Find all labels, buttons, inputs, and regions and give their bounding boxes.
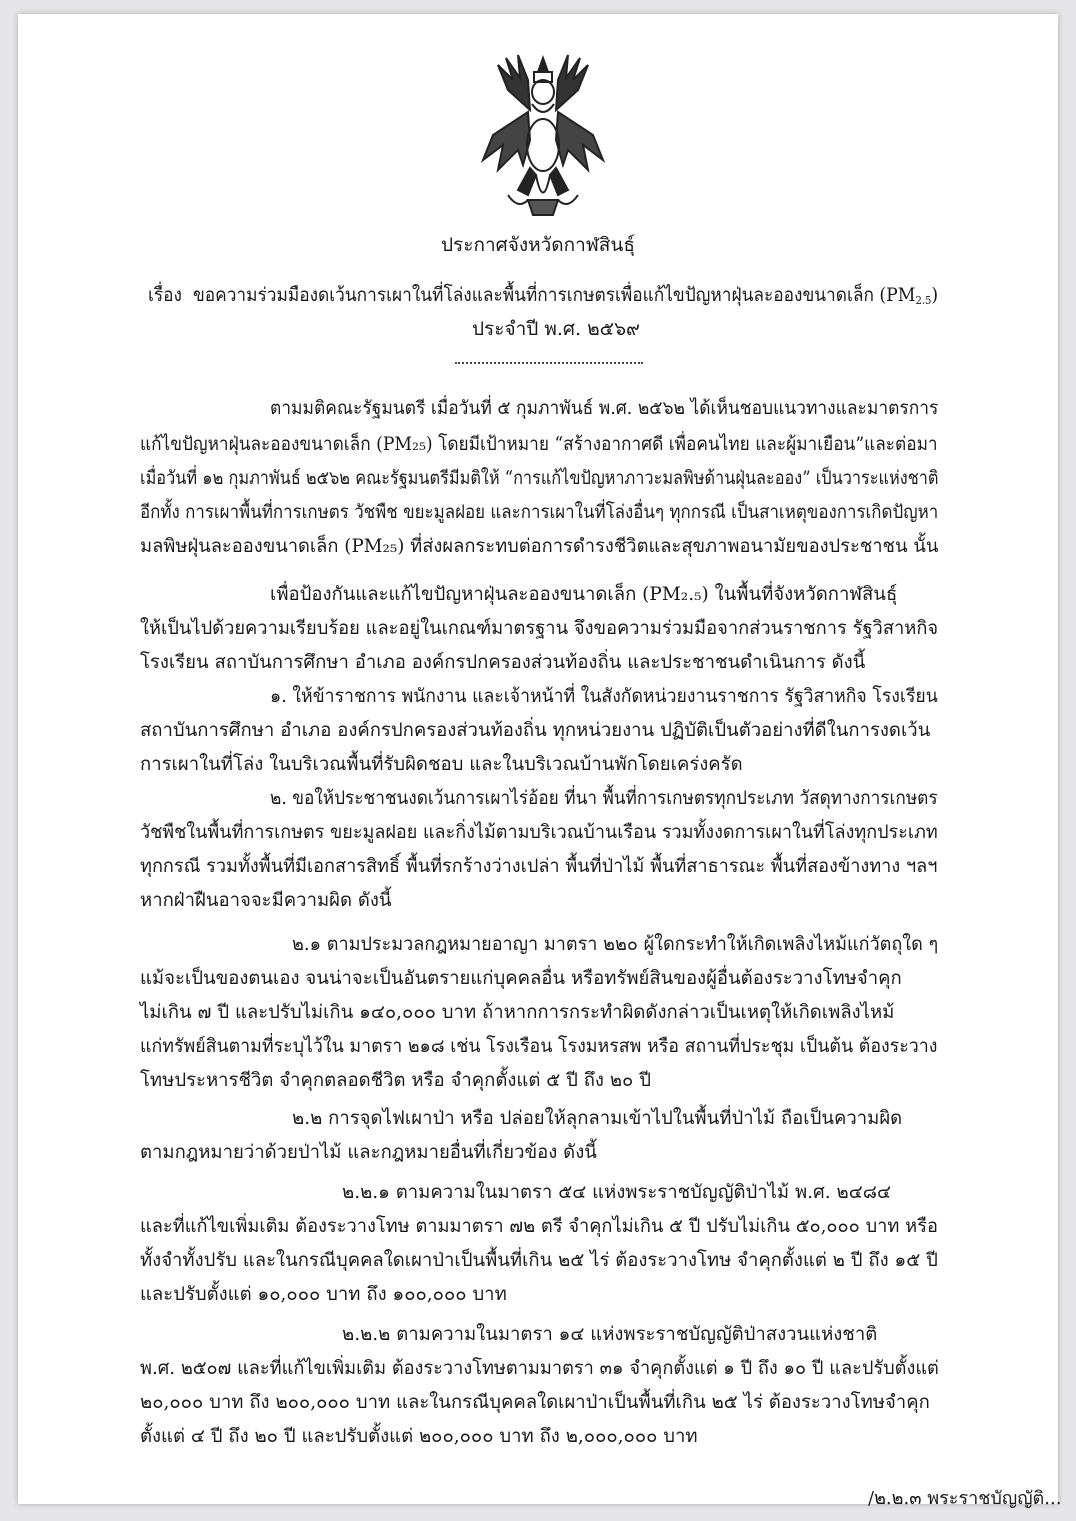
garuda-emblem-icon (468, 50, 618, 220)
item22-line-2: ตามกฎหมายว่าด้วยป่าไม้ และกฎหมายอื่นที่เกี่ยวข้อง ดังนี้ (140, 1142, 597, 1163)
item221-line-4: และปรับตั้งแต่ ๑๐,๐๐๐ บาท ถึง ๑๐๐,๐๐๐ บาท (140, 1284, 507, 1305)
item1-line-3: การเผาในที่โล่ง ในบริเวณพื้นที่รับผิดชอบ และในบริเวณบ้านพักโดยเคร่งครัด (140, 754, 743, 775)
subject-line (148, 282, 938, 314)
item2-line-2: วัชพืชในพื้นที่การเกษตร ขยะมูลฝอย และกิ่งไม้ตามบริเวณบ้านเรือน รวมทั้งงดการเผาในที่โล่งทุกประเภท (140, 822, 938, 843)
item222-line-1: ๒.๒.๒ ตามความในมาตรา ๑๔ แห่งพระราชบัญญัติป่าสงวนแห่งชาติ (342, 1324, 878, 1345)
item2-line-3: ทุกกรณี รวมทั้งพื้นที่มีเอกสารสิทธิ์ พื้นที่รกร้างว่างเปล่า พื้นที่ป่าไม้ พื้นที่สาธารณะ พื้นที่สองข้างทาง ฯลฯ (140, 856, 938, 877)
item21-line-5: โทษประหารชีวิต จำคุกตลอดชีวิต หรือ จำคุกตั้งแต่ ๕ ปี ถึง ๒๐ ปี (140, 1070, 651, 1091)
announcement-title: ประกาศจังหวัดกาฬสินธุ์ (441, 234, 635, 256)
item21-line-4: แก่ทรัพย์สินตามที่ระบุไว้ใน มาตรา ๒๑๘ เช่น โรงเรือน โรงมหรสพ หรือ สถานที่ประชุม เป็นต้น ต้องระวาง (140, 1036, 938, 1057)
subject-prefix: เรื่อง (148, 284, 182, 306)
item1-line-2: สถาบันการศึกษา อำเภอ องค์กรปกครองส่วนท้องถิ่น ทุกหน่วยงาน ปฏิบัติเป็นตัวอย่างที่ดีในการงดเว้น (140, 720, 931, 741)
p1-line-3: เมื่อวันที่ ๑๒ กุมภาพันธ์ ๒๕๖๒ คณะรัฐมนตรีมีมติให้ “การแก้ไขปัญหาภาวะมลพิษด้านฝุ่นละออง” เป็นวาระแห่งชาติ (140, 468, 939, 489)
dotted-divider (455, 362, 643, 364)
p1-line-4: อีกทั้ง การเผาพื้นที่การเกษตร วัชพืช ขยะมูลฝอย และการเผาในที่โล่งอื่นๆ ทุกกรณี เป็นสาเหตุของการเกิดปัญหา (140, 502, 939, 523)
item2-line-4: หากฝ่าฝืนอาจจะมีความผิด ดังนี้ (140, 890, 392, 911)
item222-line-4: ตั้งแต่ ๔ ปี ถึง ๒๐ ปี และปรับตั้งแต่ ๒๐๐,๐๐๐ บาท ถึง ๒,๐๐๐,๐๐๐ บาท (140, 1426, 698, 1447)
item21-line-3: ไม่เกิน ๗ ปี และปรับไม่เกิน ๑๔๐,๐๐๐ บาท ถ้าหากการกระทำผิดดังกล่าวเป็นเหตุให้เกิดเพลิงไหม้ (140, 1002, 895, 1023)
p2-line-2: ให้เป็นไปด้วยความเรียบร้อย และอยู่ในเกณฑ์มาตรฐาน จึงขอความร่วมมือจากส่วนราชการ รัฐวิสาหกิจ (140, 618, 939, 639)
subject-text: ขอความร่วมมืองดเว้นการเผาในที่โล่งและพื้นที่การเกษตรเพื่อแก้ไขปัญหาฝุ่นละอองขนาดเล็ก (PM (192, 284, 916, 306)
p1-line-5: มลพิษฝุ่นละอองขนาดเล็ก (PM₂₅) ที่ส่งผลกระทบต่อการดำรงชีวิตและสุขภาพอนามัยของประชาชน นั้น (140, 536, 939, 557)
continuation-note: /๒.๒.๓ พระราชบัญญัติ... (868, 1488, 1062, 1509)
item21-line-1: ๒.๑ ตามประมวลกฎหมายอาญา มาตรา ๒๒๐ ผู้ใดกระทำให้เกิดเพลิงไหม้แก่วัตถุใด ๆ (292, 934, 939, 955)
p1-line-2: แก้ไขปัญหาฝุ่นละอองขนาดเล็ก (PM₂₅) โดยมีเป้าหมาย “สร้างอากาศดี เพื่อคนไทย และผู้มาเยือน”และต่อมา (140, 434, 938, 455)
item221-line-1: ๒.๒.๑ ตามความในมาตรา ๕๔ แห่งพระราชบัญญัติป่าไม้ พ.ศ. ๒๔๘๔ (342, 1182, 892, 1203)
year-line: ประจำปี พ.ศ. ๒๕๖๙ (472, 318, 640, 340)
item21-line-2: แม้จะเป็นของตนเอง จนน่าจะเป็นอันตรายแก่บุคคลอื่น หรือทรัพย์สินของผู้อื่นต้องระวางโทษจำคุก (140, 968, 902, 989)
item222-line-2: พ.ศ. ๒๕๐๗ และที่แก้ไขเพิ่มเติม ต้องระวางโทษตามมาตรา ๓๑ จำคุกตั้งแต่ ๑ ปี ถึง ๑๐ ปี และปรับตั้งแต่ (140, 1358, 939, 1379)
item221-line-3: ทั้งจำทั้งปรับ และในกรณีบุคคลใดเผาป่าเป็นพื้นที่เกิน ๒๕ ไร่ ต้องระวางโทษ จำคุกตั้งแต่ ๒ ปี ถึง ๑๕ ปี (140, 1250, 938, 1271)
item1-line-1: ๑. ให้ข้าราชการ พนักงาน และเจ้าหน้าที่ ในสังกัดหน่วยงานราชการ รัฐวิสาหกิจ โรงเรียน (270, 686, 938, 707)
p2-line-3: โรงเรียน สถาบันการศึกษา อำเภอ องค์กรปกครองส่วนท้องถิ่น และประชาชนดำเนินการ ดังนี้ (140, 652, 866, 673)
subject-subscript: 2.5 (915, 294, 932, 307)
item2-line-1: ๒. ขอให้ประชาชนงดเว้นการเผาไร่อ้อย ที่นา พื้นที่การเกษตรทุกประเภท วัสดุทางการเกษตร (270, 788, 938, 809)
subject-end: ) (931, 284, 939, 306)
p1-line-1: ตามมติคณะรัฐมนตรี เมื่อวันที่ ๕ กุมภาพันธ์ พ.ศ. ๒๕๖๒ ได้เห็นชอบแนวทางและมาตรการ (270, 398, 939, 419)
p2-line-1: เพื่อป้องกันและแก้ไขปัญหาฝุ่นละอองขนาดเล็ก (PM₂.₅) ในพื้นที่จังหวัดกาฬสินธุ์ (270, 584, 898, 605)
item221-line-2: และที่แก้ไขเพิ่มเติม ต้องระวางโทษ ตามมาตรา ๗๒ ตรี จำคุกไม่เกิน ๕ ปี ปรับไม่เกิน ๕๐,๐๐๐ บาท หรือ (140, 1216, 938, 1237)
item222-line-3: ๒๐,๐๐๐ บาท ถึง ๒๐๐,๐๐๐ บาท และในกรณีบุคคลใดเผาป่าเป็นพื้นที่เกิน ๒๕ ไร่ ต้องระวางโทษจำคุก (140, 1392, 930, 1413)
item22-line-1: ๒.๒ การจุดไฟเผาป่า หรือ ปล่อยให้ลุกลามเข้าไปในพื้นที่ป่าไม้ ถือเป็นความผิด (292, 1108, 903, 1129)
